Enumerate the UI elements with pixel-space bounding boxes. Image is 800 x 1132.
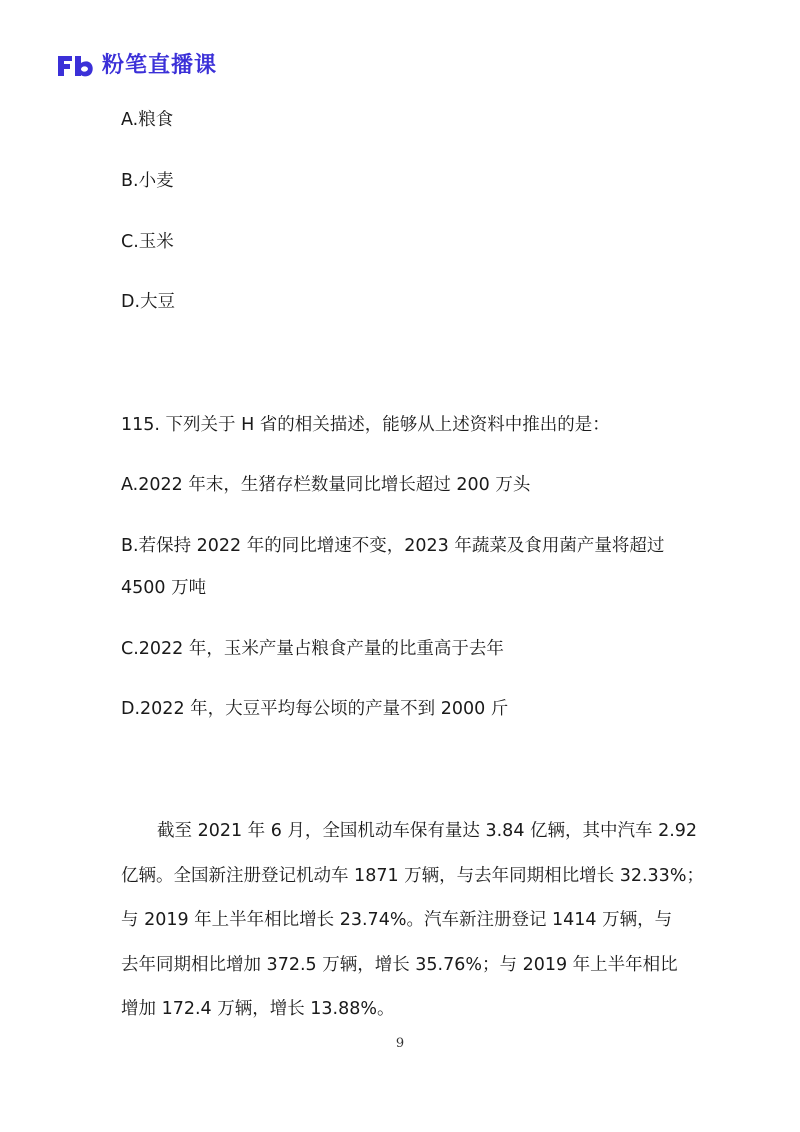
passage-line: 亿辆。全国新注册登记机动车 1871 万辆，与去年同期相比增长 32.33%；	[121, 865, 704, 886]
q115-option-c: C.2022 年，玉米产量占粮食产量的比重高于去年	[121, 639, 504, 659]
passage-line: 去年同期相比增加 372.5 万辆，增长 35.76%；与 2019 年上半年相比	[121, 954, 678, 975]
q115-stem: 115. 下列关于 H 省的相关描述，能够从上述资料中推出的是：	[121, 415, 610, 435]
q114-option-a: A.粮食	[121, 110, 174, 130]
brand-logo	[56, 52, 217, 80]
q114-option-b: B.小麦	[121, 171, 174, 191]
passage-line: 增加 172.4 万辆，增长 13.88%。	[121, 999, 395, 1019]
q114-option-d: D.大豆	[121, 292, 176, 312]
q115-option-b-line2: 4500 万吨	[121, 578, 207, 598]
fenbi-logo-icon	[56, 52, 96, 80]
q114-option-c: C.玉米	[121, 232, 174, 252]
q115-option-a: A.2022 年末，生猪存栏数量同比增长超过 200 万头	[121, 475, 531, 495]
passage-line: 截至 2021 年 6 月，全国机动车保有量达 3.84 亿辆，其中汽车 2.92	[157, 821, 698, 841]
passage-line: 与 2019 年上半年相比增长 23.74%。汽车新注册登记 1414 万辆，与	[121, 910, 673, 930]
page-number: 9	[395, 1036, 405, 1051]
logo-text: 粉笔直播课	[102, 53, 218, 78]
q115-option-b-line1: B.若保持 2022 年的同比增速不变，2023 年蔬菜及食用菌产量将超过	[121, 536, 665, 556]
passage-paragraph	[121, 809, 704, 1032]
q115-option-d: D.2022 年，大豆平均每公顷的产量不到 2000 斤	[121, 699, 509, 719]
